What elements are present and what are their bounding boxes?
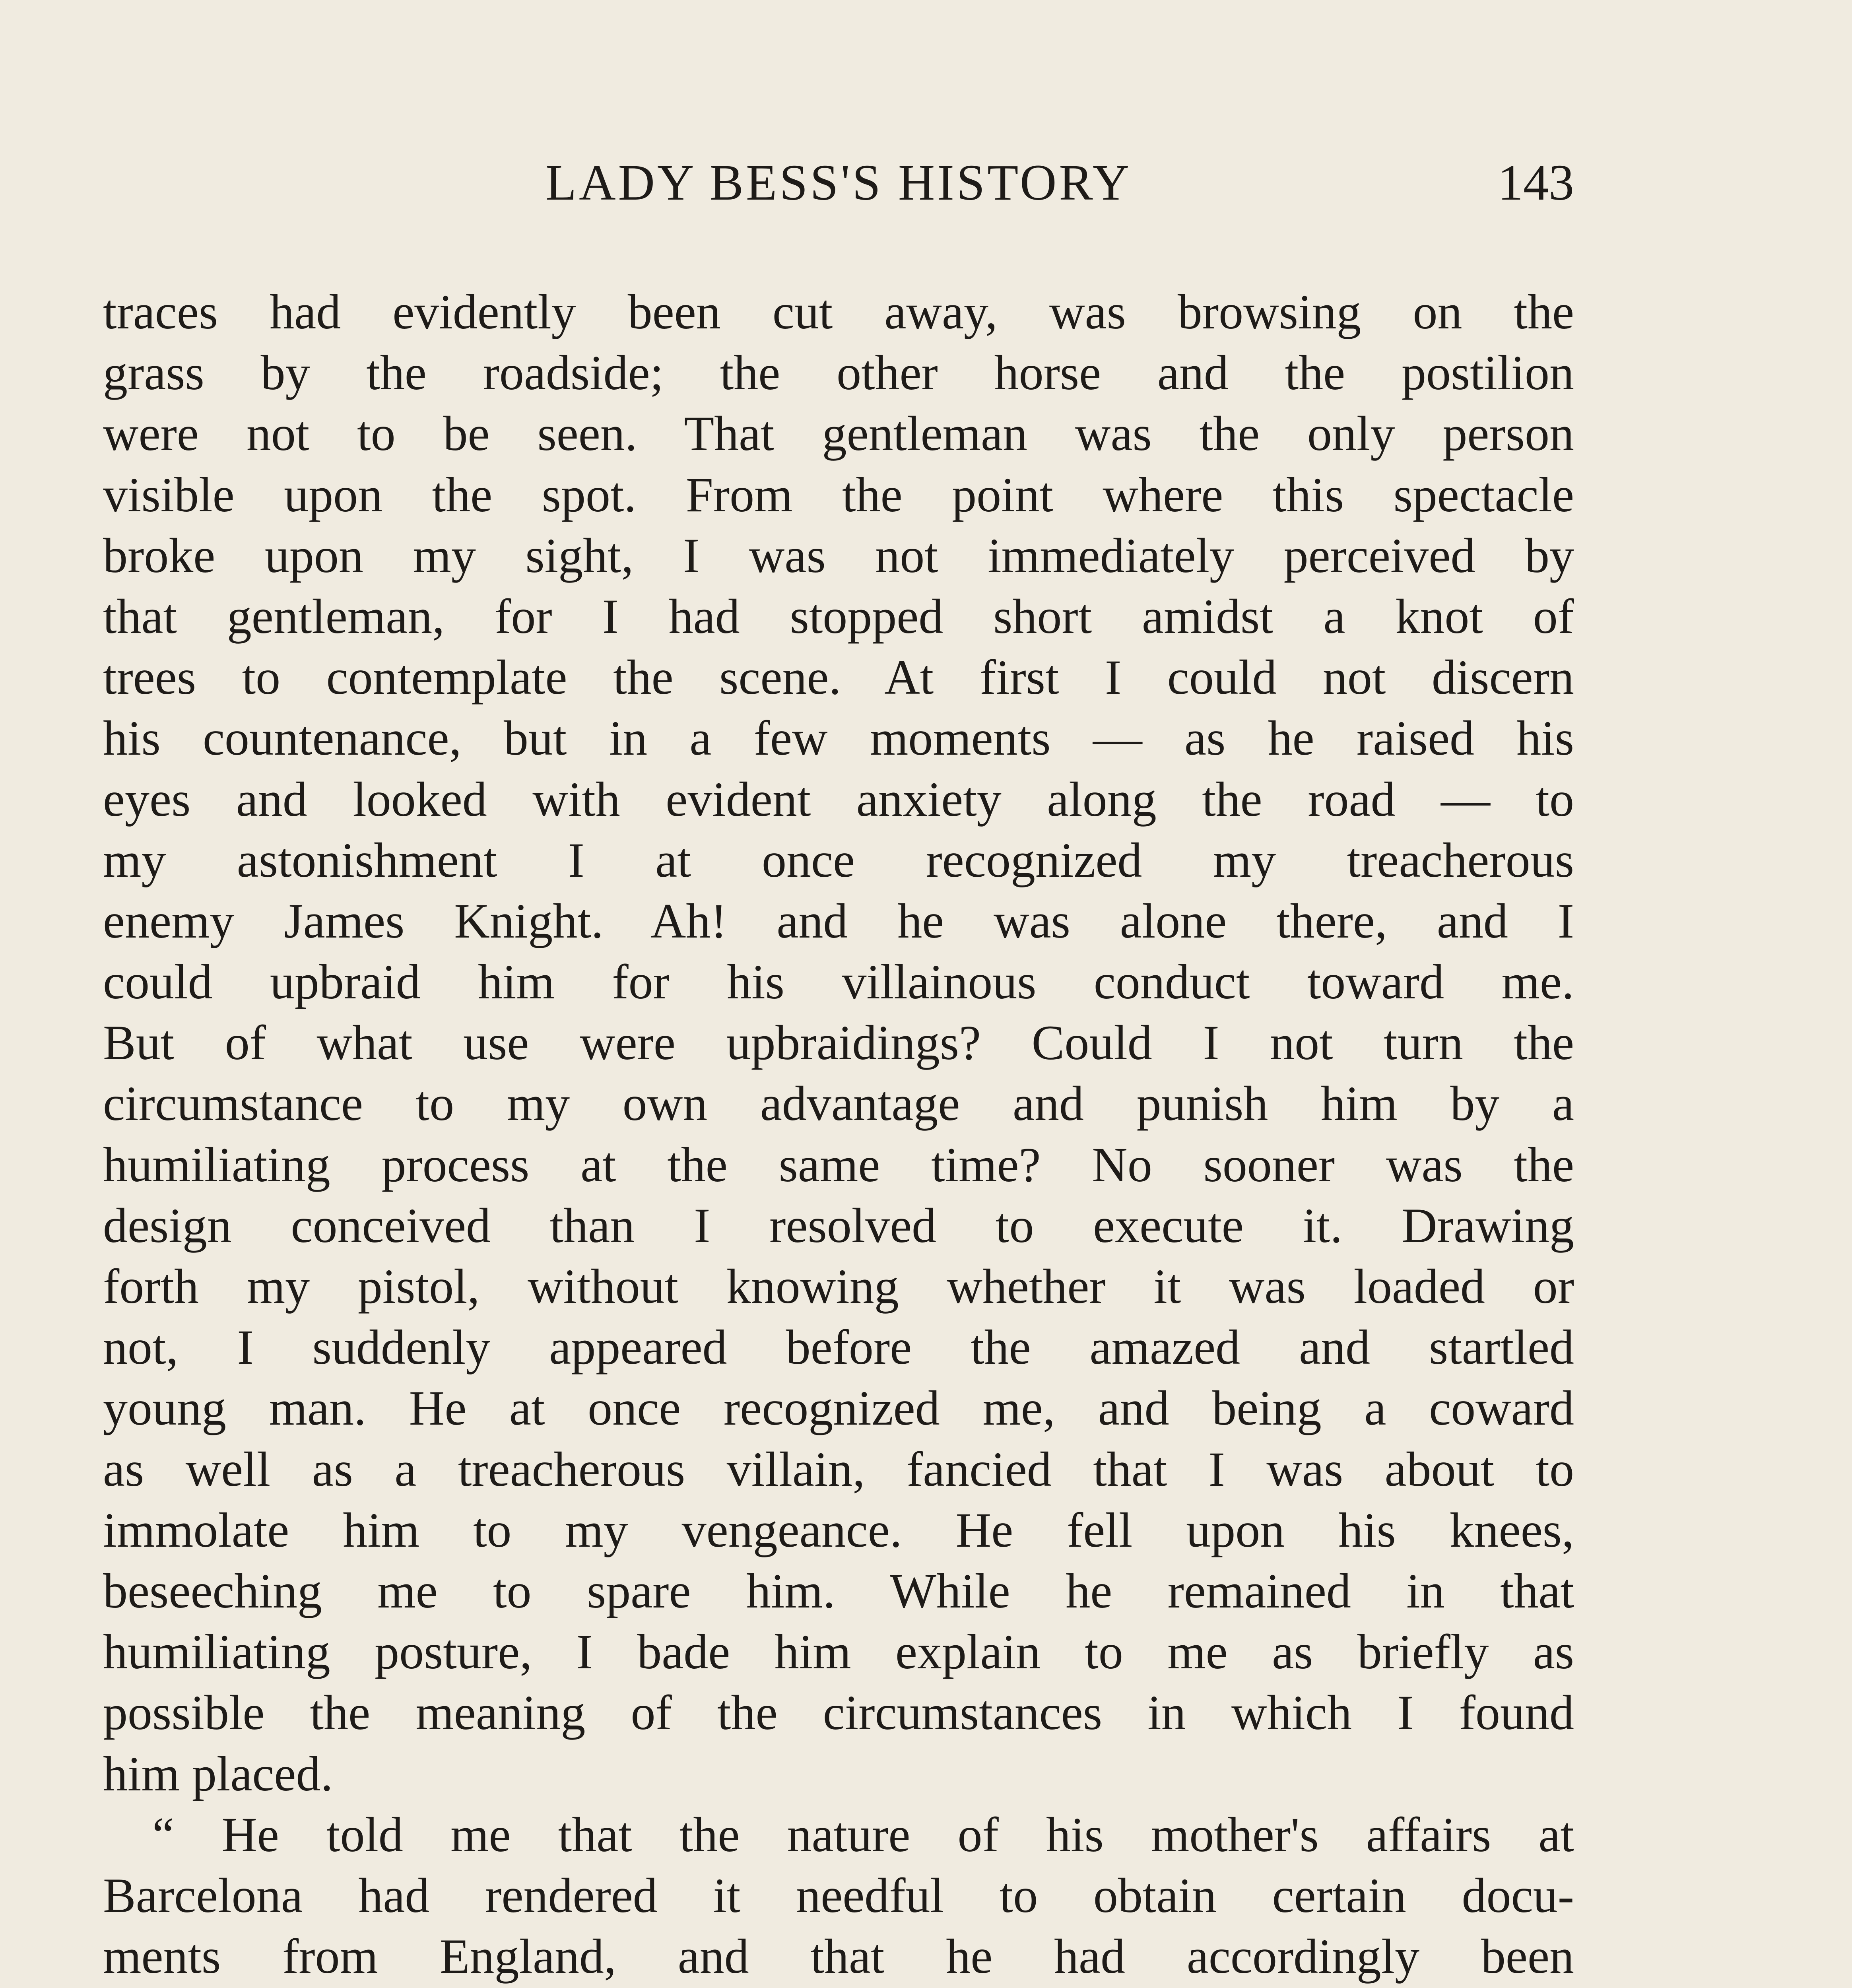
text-line: humiliating process at the same time? No sooner was the [103,1137,1574,1192]
text-line: were not to be seen. That gentleman was the only person [103,406,1574,461]
text-line: not, I suddenly appeared before the amazed and startled [103,1320,1574,1375]
text-line: forth my pistol, without knowing whether it was loaded or [103,1259,1574,1314]
text-line: visible upon the spot. From the point where this spectacle [103,467,1574,522]
text-line: young man. He at once recognized me, and being a coward [103,1381,1574,1436]
text-line: humiliating posture, I bade him explain to me as briefly as [103,1625,1574,1679]
text-line: But of what use were upbraidings? Could I not turn the [103,1015,1574,1070]
text-line: immolate him to my vengeance. He fell upon his knees, [103,1503,1574,1557]
text-line: ments from England, and that he had accordingly been [103,1929,1574,1984]
text-line: eyes and looked with evident anxiety along the road — to [103,772,1574,827]
text-line: traces had evidently been cut away, was browsing on the [103,285,1574,339]
paragraph-end-line: him placed. [103,1746,333,1801]
text-line: as well as a treacherous villain, fancied that I was about to [103,1442,1574,1497]
paragraph-start-line: “ He told me that the nature of his mother's affairs at [152,1807,1574,1862]
page-number: 143 [1498,154,1574,211]
text-line: enemy James Knight. Ah! and he was alone there, and I [103,893,1574,948]
page-header [103,154,1574,229]
text-line: that gentleman, for I had stopped short amidst a knot of [103,589,1574,644]
text-line: circumstance to my own advantage and punish him by a [103,1076,1574,1131]
text-line: trees to contemplate the scene. At first I could not discern [103,650,1574,705]
text-line: Barcelona had rendered it needful to obtain certain docu- [103,1868,1574,1923]
text-line: possible the meaning of the circumstances in which I found [103,1685,1574,1740]
text-line: beseeching me to spare him. While he remained in that [103,1563,1574,1618]
text-line: my astonishment I at once recognized my treacherous [103,833,1574,887]
body-text [103,282,1574,1988]
text-line: could upbraid him for his villainous conduct toward me. [103,955,1574,1010]
text-line: broke upon my sight, I was not immediately perceived by [103,528,1574,583]
text-line: his countenance, but in a few moments — as he raised his [103,711,1574,766]
text-line: grass by the roadside; the other horse and the postilion [103,346,1574,400]
text-line: design conceived than I resolved to execute it. Drawing [103,1198,1574,1253]
running-head: LADY BESS'S HISTORY [545,154,1132,211]
